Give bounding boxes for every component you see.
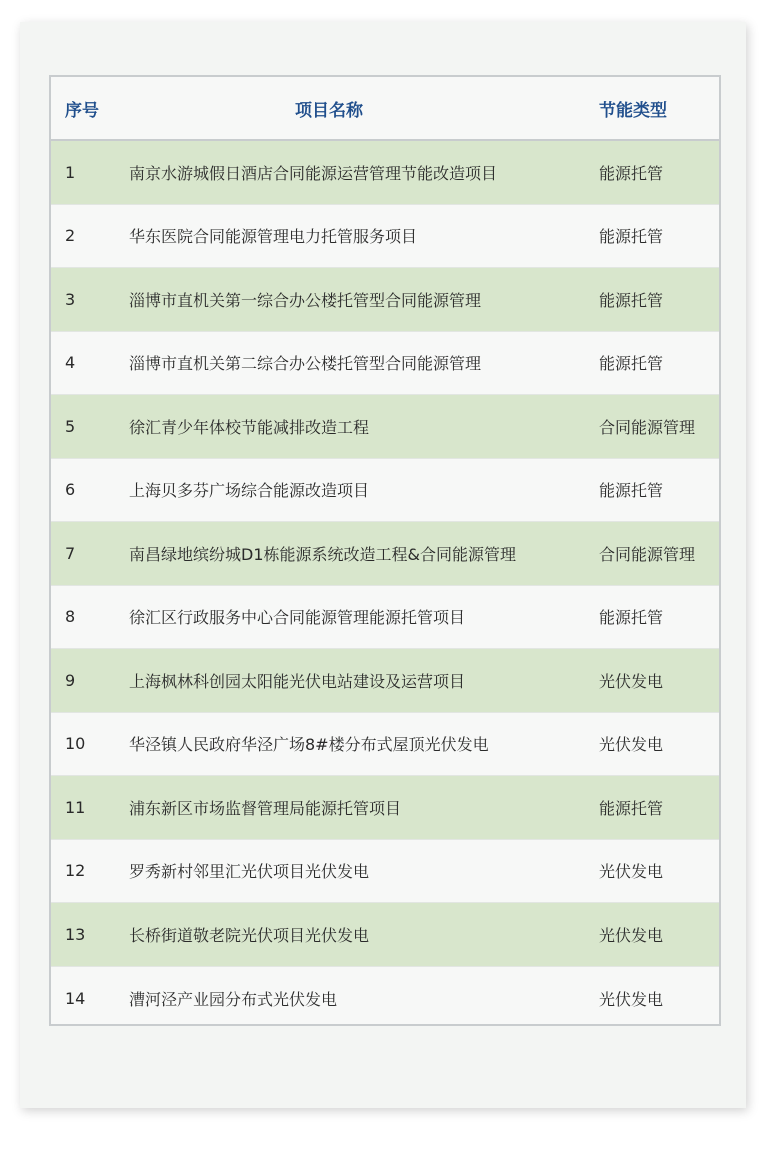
row-project-name: 漕河泾产业园分布式光伏发电 — [129, 989, 338, 1009]
row-index: 8 — [65, 607, 76, 627]
row-energy-type: 能源托管 — [599, 163, 664, 183]
table-row — [51, 268, 719, 332]
row-project-name: 南昌绿地缤纷城D1栋能源系统改造工程&合同能源管理 — [129, 544, 516, 564]
header-project-name: 项目名称 — [295, 100, 363, 121]
row-project-name: 上海贝多芬广场综合能源改造项目 — [129, 481, 370, 501]
table-row — [51, 205, 719, 269]
row-energy-type: 光伏发电 — [599, 862, 664, 882]
row-energy-type: 能源托管 — [599, 290, 664, 310]
row-project-name: 华泾镇人民政府华泾广场8#楼分布式屋顶光伏发电 — [129, 735, 489, 755]
table-row — [51, 332, 719, 396]
row-project-name: 罗秀新村邻里汇光伏项目光伏发电 — [129, 862, 370, 882]
table-row — [51, 459, 719, 523]
row-index: 14 — [65, 988, 86, 1008]
row-energy-type: 光伏发电 — [599, 989, 664, 1009]
table-row — [51, 776, 719, 840]
table-row — [51, 713, 719, 777]
row-index: 3 — [65, 289, 76, 309]
row-index: 11 — [65, 797, 86, 817]
row-index: 6 — [65, 480, 76, 500]
row-project-name: 华东医院合同能源管理电力托管服务项目 — [129, 227, 418, 247]
row-index: 12 — [65, 861, 86, 881]
row-energy-type: 光伏发电 — [599, 925, 664, 945]
header-energy-type: 节能类型 — [599, 100, 667, 121]
table-body — [51, 141, 719, 1030]
row-energy-type: 合同能源管理 — [599, 417, 696, 437]
table-row — [51, 395, 719, 459]
table-row — [51, 967, 719, 1031]
table-row — [51, 903, 719, 967]
row-index: 13 — [65, 924, 86, 944]
table-row — [51, 586, 719, 650]
row-project-name: 浦东新区市场监督管理局能源托管项目 — [129, 798, 402, 818]
row-project-name: 长桥街道敬老院光伏项目光伏发电 — [129, 925, 370, 945]
row-index: 9 — [65, 670, 76, 690]
row-index: 4 — [65, 353, 76, 373]
row-energy-type: 能源托管 — [599, 798, 664, 818]
row-index: 10 — [65, 734, 86, 754]
row-project-name: 上海枫林科创园太阳能光伏电站建设及运营项目 — [129, 671, 466, 691]
row-project-name: 徐汇青少年体校节能减排改造工程 — [129, 417, 370, 437]
row-energy-type: 合同能源管理 — [599, 544, 696, 564]
project-table — [49, 75, 721, 1026]
table-row — [51, 649, 719, 713]
row-energy-type: 能源托管 — [599, 227, 664, 247]
header-index: 序号 — [65, 100, 99, 121]
row-energy-type: 能源托管 — [599, 608, 664, 628]
row-energy-type: 能源托管 — [599, 481, 664, 501]
row-project-name: 南京水游城假日酒店合同能源运营管理节能改造项目 — [129, 163, 498, 183]
row-energy-type: 能源托管 — [599, 354, 664, 374]
row-index: 1 — [65, 162, 76, 182]
row-project-name: 淄博市直机关第一综合办公楼托管型合同能源管理 — [129, 290, 482, 310]
row-index: 7 — [65, 543, 76, 563]
table-header — [51, 77, 719, 141]
row-energy-type: 光伏发电 — [599, 735, 664, 755]
row-project-name: 徐汇区行政服务中心合同能源管理能源托管项目 — [129, 608, 466, 628]
row-energy-type: 光伏发电 — [599, 671, 664, 691]
row-index: 2 — [65, 226, 76, 246]
row-project-name: 淄博市直机关第二综合办公楼托管型合同能源管理 — [129, 354, 482, 374]
row-index: 5 — [65, 416, 76, 436]
table-row — [51, 522, 719, 586]
table-row — [51, 840, 719, 904]
table-row — [51, 141, 719, 205]
